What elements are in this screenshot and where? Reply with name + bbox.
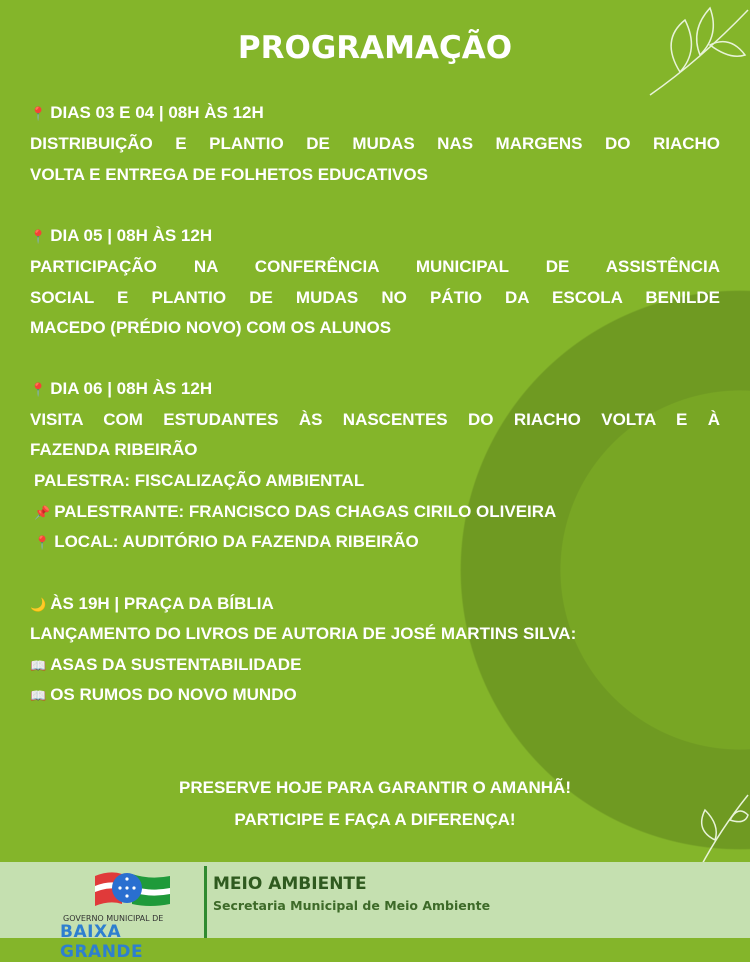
- book-icon: 📖: [30, 658, 47, 673]
- speaker-line: 📌 PALESTRANTE: FRANCISCO DAS CHAGAS CIRILO OLIVEIRA: [34, 502, 557, 521]
- logo-caption: GOVERNO MUNICIPAL DE: [63, 914, 164, 923]
- pin-icon: 📍: [30, 382, 47, 397]
- flag-icon: [60, 868, 205, 916]
- text-line: VOLTA E ENTREGA DE FOLHETOS EDUCATIVOS: [30, 165, 428, 184]
- pin-icon: 📍: [30, 106, 47, 121]
- location-line: 📍 LOCAL: AUDITÓRIO DA FAZENDA RIBEIRÃO: [34, 532, 419, 551]
- department-name: MEIO AMBIENTE: [213, 874, 367, 894]
- text-line: MACEDO (PRÉDIO NOVO) COM OS ALUNOS: [30, 318, 392, 337]
- book-icon: 📖: [30, 688, 47, 703]
- text-line: PALESTRA: FISCALIZAÇÃO AMBIENTAL: [34, 471, 365, 490]
- pushpin-icon: 📌: [34, 505, 51, 520]
- block-header: 📍 DIAS 03 E 04 | 08H ÀS 12H: [30, 103, 264, 122]
- slogan-line: PARTICIPE E FAÇA A DIFERENÇA!: [234, 810, 516, 829]
- footer: [0, 862, 750, 962]
- text-line: LANÇAMENTO DO LIVROS DE AUTORIA DE JOSÉ MARTINS SILVA:: [30, 624, 577, 643]
- block-header: 📍 DIA 06 | 08H ÀS 12H: [30, 379, 213, 398]
- municipal-logo: [60, 868, 205, 962]
- pin-icon: 📍: [30, 229, 47, 244]
- book-line: 📖 OS RUMOS DO NOVO MUNDO: [30, 685, 297, 704]
- text-line: VISITA COM ESTUDANTES ÀS NASCENTES DO RIACHO VOLTA E À: [30, 410, 720, 429]
- block-header: 🌙 ÀS 19H | PRAÇA DA BÍBLIA: [30, 594, 274, 613]
- text-line: DISTRIBUIÇÃO E PLANTIO DE MUDAS NAS MARGENS DO RIACHO: [30, 134, 720, 153]
- text-line: FAZENDA RIBEIRÃO: [30, 440, 198, 459]
- page-title: PROGRAMAÇÃO: [237, 30, 513, 66]
- text-line: PARTICIPAÇÃO NA CONFERÊNCIA MUNICIPAL DE ASSISTÊNCIA: [30, 257, 720, 276]
- pin-icon: 📍: [34, 535, 51, 550]
- book-line: 📖 ASAS DA SUSTENTABILIDADE: [30, 655, 302, 674]
- secretaria-name: Secretaria Municipal de Meio Ambiente: [213, 898, 491, 913]
- moon-icon: 🌙: [30, 597, 47, 612]
- logo-name: BAIXA GRANDE: [60, 922, 144, 962]
- text-line: SOCIAL E PLANTIO DE MUDAS NO PÁTIO DA ESCOLA BENILDE: [30, 288, 720, 307]
- divider: [204, 866, 207, 938]
- slogan-line: PRESERVE HOJE PARA GARANTIR O AMANHÃ!: [179, 778, 571, 797]
- block-header: 📍 DIA 05 | 08H ÀS 12H: [30, 226, 213, 245]
